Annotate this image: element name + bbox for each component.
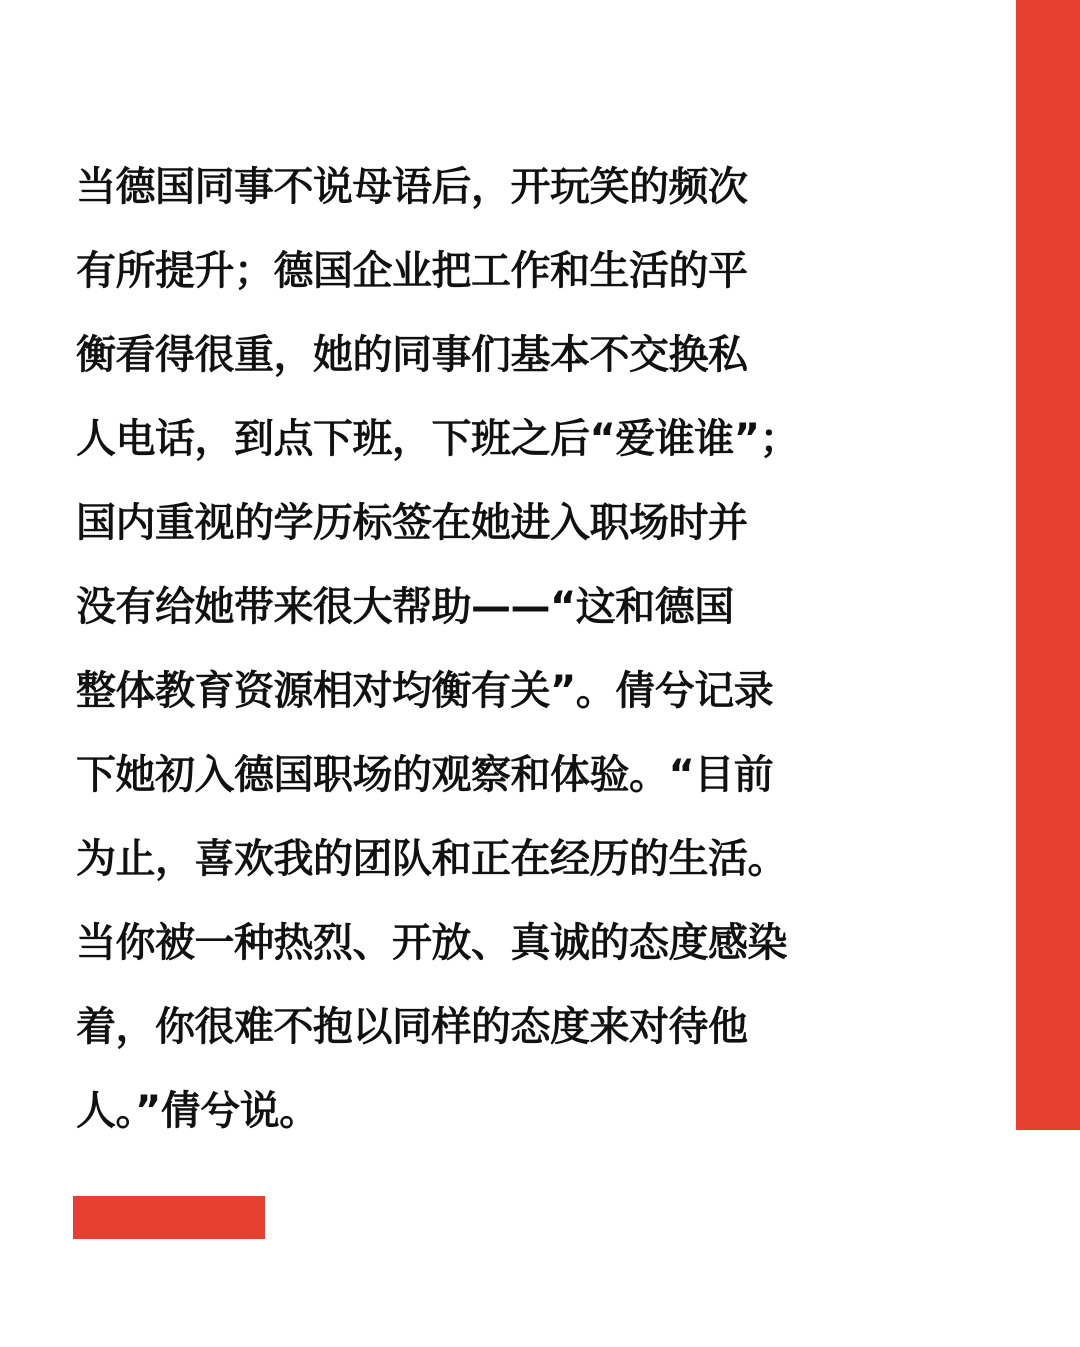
text-line: 有所提升；德国企业把工作和生活的平 [76, 248, 748, 294]
text-line: 下她初入德国职场的观察和体验。“目前 [76, 752, 774, 798]
text-line: 着，你很难不抱以同样的态度来对待他 [76, 1004, 748, 1050]
text-line: 衡看得很重，她的同事们基本不交换私 [76, 332, 748, 378]
text-line: 整体教育资源相对均衡有关”。倩兮记录 [76, 668, 774, 714]
article-text [76, 145, 836, 1153]
right-accent-bar [1016, 0, 1080, 1130]
text-line: 人电话，到点下班，下班之后“爱谁谁”； [76, 416, 800, 462]
text-line: 为止，喜欢我的团队和正在经历的生活。 [76, 836, 787, 882]
text-line: 没有给她带来很大帮助——“这和德国 [76, 584, 734, 630]
text-line: 国内重视的学历标签在她进入职场时并 [76, 500, 748, 546]
text-line: 当德国同事不说母语后，开玩笑的频次 [76, 164, 748, 210]
text-line: 当你被一种热烈、开放、真诚的态度感染 [76, 920, 787, 966]
bottom-accent-bar [73, 1196, 265, 1239]
text-line: 人。”倩兮说。 [76, 1088, 319, 1134]
